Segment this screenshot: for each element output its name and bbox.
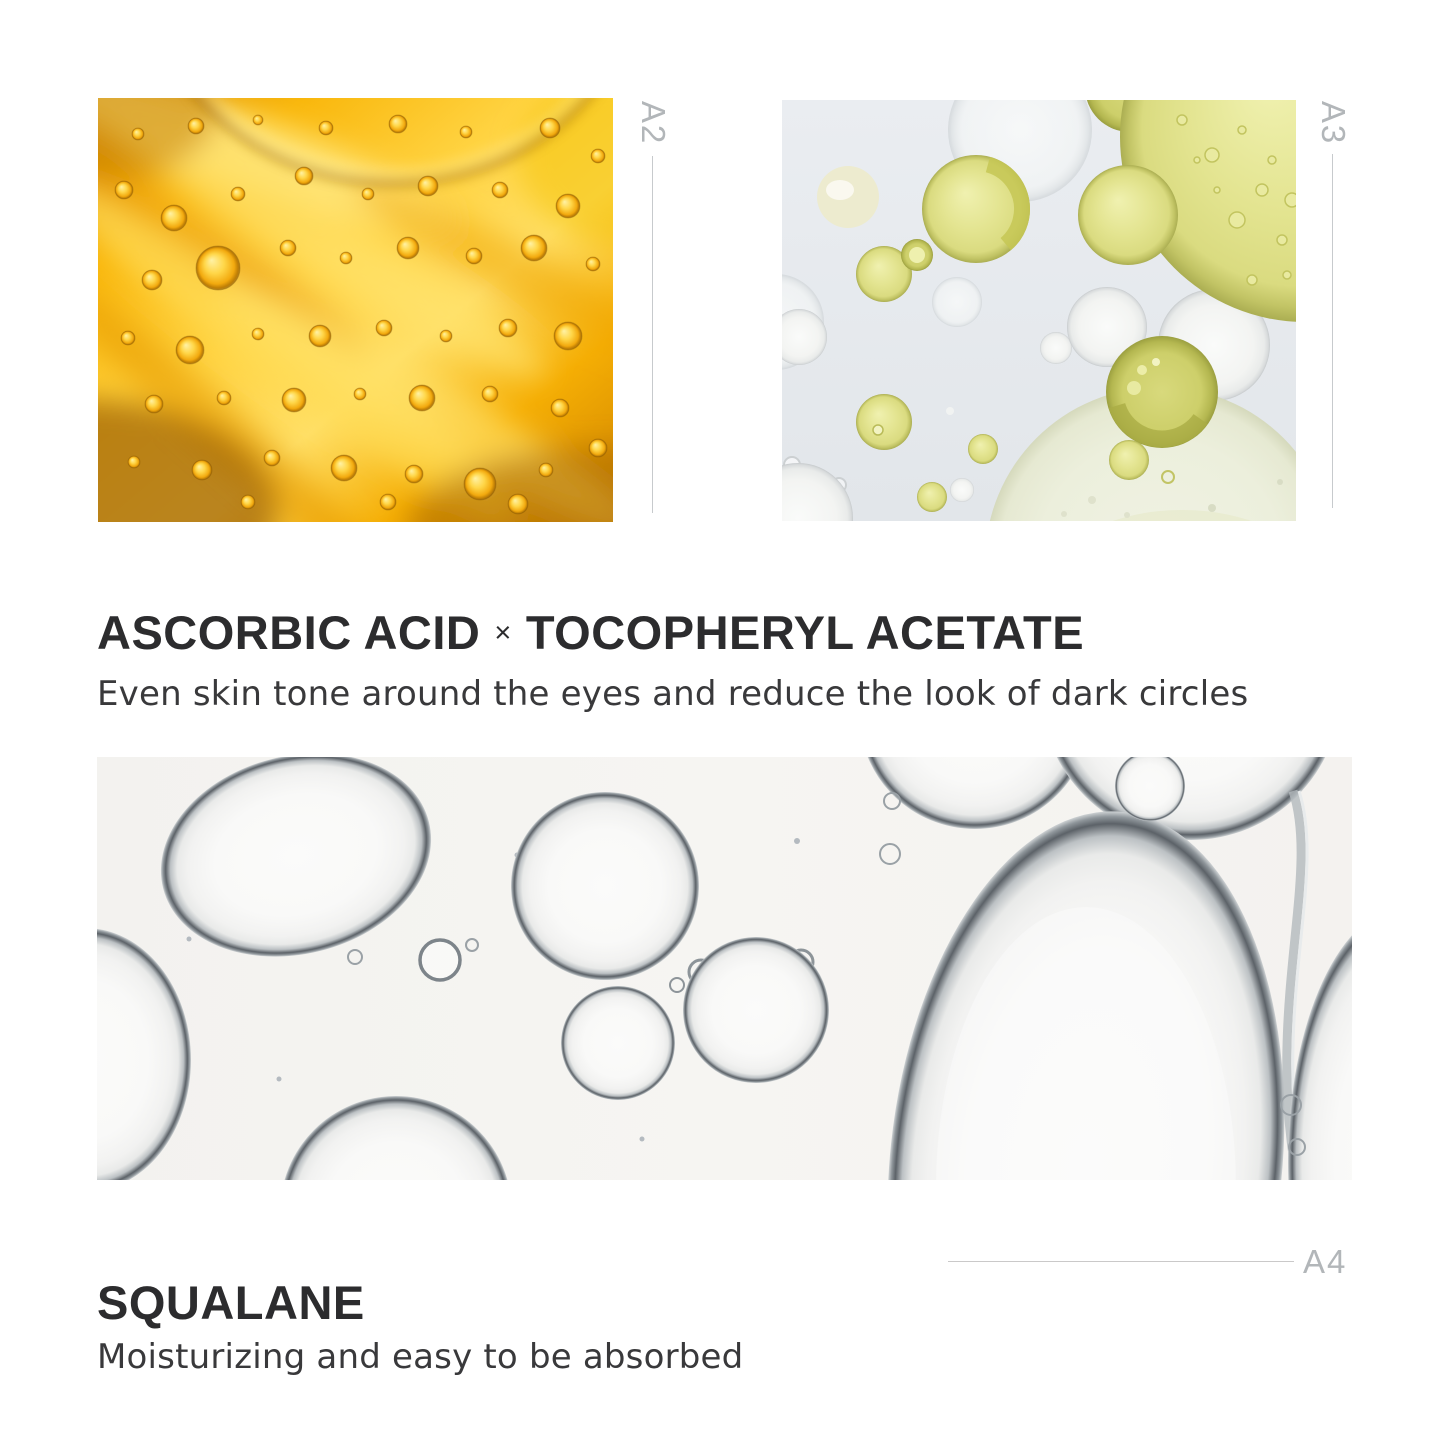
squalane-heading: SQUALANE <box>97 1276 365 1329</box>
squalane-bubbles-illustration <box>97 757 1352 1180</box>
squalane-bubbles-photo <box>97 757 1352 1180</box>
squalane-subtitle: Moisturizing and easy to be absorbed <box>97 1337 744 1377</box>
callout-a4-line <box>948 1261 1294 1262</box>
callout-a4-label: A4 <box>1303 1243 1348 1280</box>
callout-a2-line <box>652 156 653 513</box>
callout-a3-label: A3 <box>1315 100 1352 146</box>
oil-drops-illustration <box>782 100 1296 521</box>
callout-a2-label: A2 <box>635 100 672 146</box>
oil-drops-photo <box>782 100 1296 521</box>
vitamin-heading <box>97 606 1085 660</box>
callout-a3-line <box>1332 154 1333 508</box>
vitamin-heading-left: ASCORBIC ACID <box>97 606 481 660</box>
vitamin-subtitle: Even skin tone around the eyes and reduce the look of dark circles <box>97 674 1249 714</box>
vitamin-heading-right: TOCOPHERYL ACETATE <box>525 606 1085 660</box>
citrus-macro-illustration <box>98 98 613 522</box>
citrus-macro-photo <box>98 98 613 522</box>
times-separator: × <box>494 617 512 650</box>
